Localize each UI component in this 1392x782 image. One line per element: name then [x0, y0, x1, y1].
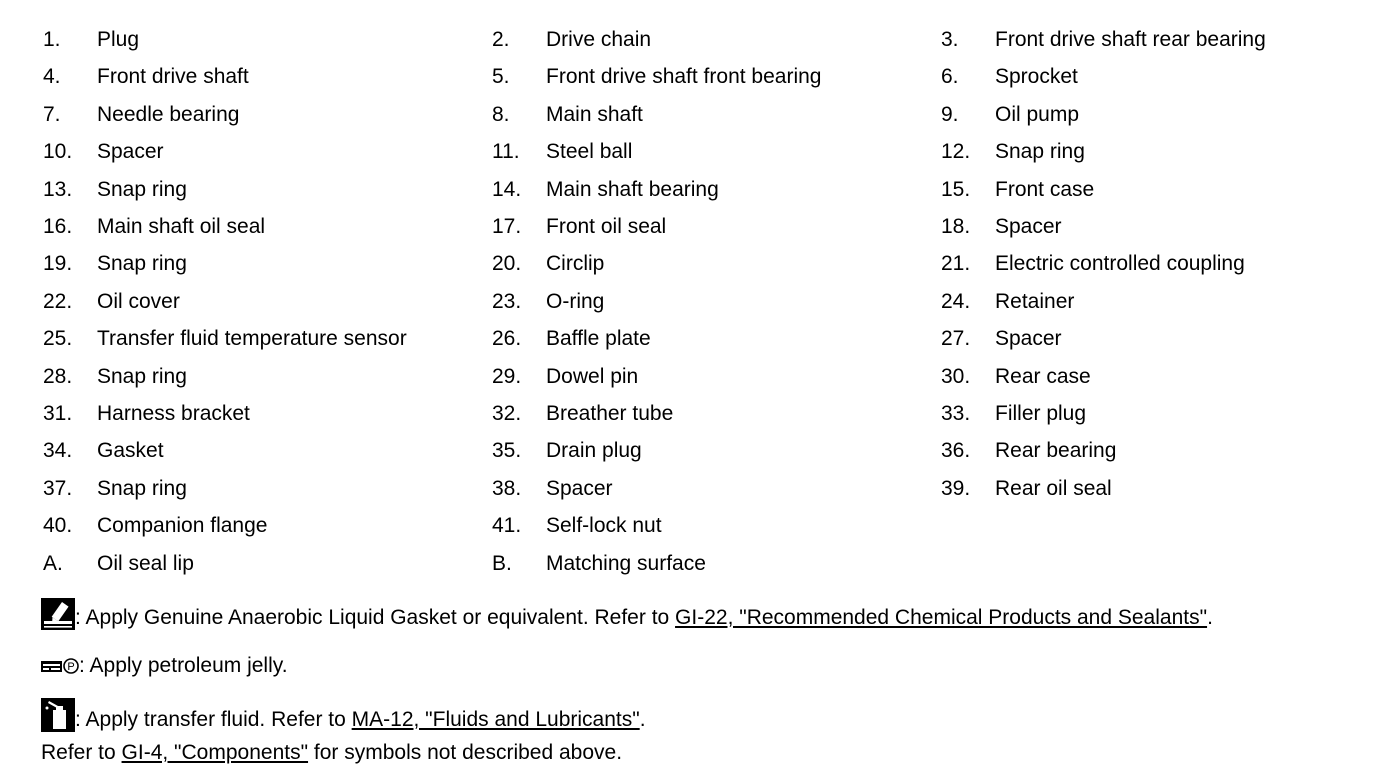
part-number: 21. — [941, 252, 971, 276]
part-name: Gasket — [97, 439, 164, 463]
part-name: Plug — [97, 28, 140, 51]
symbols-reference-text: for symbols not described above. — [308, 741, 623, 764]
part-name: Sprocket — [995, 65, 1078, 89]
part-number: 18. — [941, 215, 971, 238]
part-number: 27. — [941, 327, 971, 351]
sealant-symbol-icon — [41, 598, 75, 630]
part-number: 1. — [43, 28, 61, 51]
part-number: 6. — [941, 65, 959, 89]
sealant-reference-link[interactable]: GI-22, "Recommended Chemical Products and Sealants" — [675, 606, 1208, 629]
part-number: 10. — [43, 140, 73, 164]
transfer-fluid-reference-link[interactable]: MA-12, "Fluids and Lubricants" — [351, 708, 640, 731]
parts-row — [0, 252, 1392, 289]
parts-row — [0, 365, 1392, 402]
part-number: 3. — [941, 28, 959, 51]
part-number: 4. — [43, 65, 61, 89]
part-name: Front oil seal — [546, 215, 667, 238]
part-name: Front drive shaft rear bearing — [995, 28, 1266, 51]
symbols-reference-note — [41, 741, 622, 765]
part-name: Rear case — [995, 364, 1091, 388]
petroleum-jelly-note-text: : Apply petroleum jelly. — [79, 654, 288, 677]
parts-row — [0, 178, 1392, 215]
parts-row — [0, 215, 1392, 252]
part-number: A. — [43, 551, 63, 575]
part-name: Oil pump — [995, 102, 1080, 126]
part-number: 12. — [941, 140, 971, 164]
sealant-note-text: : Apply Genuine Anaerobic Liquid Gasket or equivalent. Refer to — [75, 606, 676, 629]
part-number: 30. — [941, 364, 971, 388]
part-name: Circlip — [546, 252, 605, 276]
part-number: 13. — [43, 177, 73, 201]
parts-row — [0, 28, 1392, 65]
parts-row — [0, 439, 1392, 476]
part-number: 24. — [941, 289, 971, 313]
part-number: 32. — [492, 402, 522, 425]
part-name: Snap ring — [97, 177, 187, 201]
part-name: Needle bearing — [97, 102, 240, 126]
petroleum-jelly-symbol-icon — [41, 656, 79, 676]
part-name: Baffle plate — [546, 327, 651, 351]
part-number: 8. — [492, 102, 510, 126]
transfer-fluid-symbol-icon — [41, 698, 75, 732]
part-name: Snap ring — [995, 140, 1085, 164]
sealant-note-suffix: . — [1207, 606, 1213, 629]
part-number: 17. — [492, 215, 522, 238]
part-name: Self-lock nut — [546, 514, 662, 538]
transfer-fluid-note — [41, 698, 646, 732]
part-number: 39. — [941, 476, 971, 500]
part-number: 16. — [43, 215, 73, 238]
parts-row — [0, 140, 1392, 177]
part-name: Main shaft — [546, 102, 643, 126]
part-name: Oil cover — [97, 289, 180, 313]
part-number: 14. — [492, 177, 522, 201]
part-name: Dowel pin — [546, 364, 639, 388]
part-number: 41. — [492, 514, 522, 538]
part-number: 5. — [492, 65, 510, 89]
part-name: Transfer fluid temperature sensor — [97, 327, 407, 351]
part-number: 11. — [492, 140, 520, 164]
part-number: 22. — [43, 289, 73, 313]
part-number: 36. — [941, 439, 971, 463]
part-number: 34. — [43, 439, 73, 463]
part-name: O-ring — [546, 289, 605, 313]
part-name: Matching surface — [546, 551, 706, 575]
part-name: Drive chain — [546, 28, 652, 51]
part-number: 29. — [492, 364, 522, 388]
part-name: Drain plug — [546, 439, 642, 463]
part-name: Main shaft bearing — [546, 177, 719, 201]
part-name: Retainer — [995, 289, 1075, 313]
petroleum-jelly-note — [41, 654, 288, 678]
part-number: 26. — [492, 327, 522, 351]
part-name: Steel ball — [546, 140, 633, 164]
part-name: Spacer — [546, 476, 613, 500]
part-number: 2. — [492, 28, 510, 51]
parts-row — [0, 552, 1392, 589]
part-name: Filler plug — [995, 402, 1087, 425]
part-number: 40. — [43, 514, 73, 538]
part-name: Rear oil seal — [995, 476, 1112, 500]
part-number: 23. — [492, 289, 522, 313]
part-number: 33. — [941, 402, 971, 425]
parts-row — [0, 477, 1392, 514]
part-number: 35. — [492, 439, 522, 463]
parts-row — [0, 514, 1392, 551]
part-number: 31. — [43, 402, 73, 425]
part-number: 15. — [941, 177, 971, 201]
sealant-note — [41, 598, 1213, 630]
part-name: Spacer — [995, 215, 1062, 238]
parts-row — [0, 103, 1392, 140]
part-name: Breather tube — [546, 402, 674, 425]
part-name: Oil seal lip — [97, 551, 194, 575]
part-number: 25. — [43, 327, 73, 351]
part-number: 19. — [43, 252, 73, 276]
part-name: Rear bearing — [995, 439, 1117, 463]
part-name: Snap ring — [97, 364, 187, 388]
svg-text:P: P — [67, 661, 75, 674]
part-name: Companion flange — [97, 514, 268, 538]
parts-row — [0, 402, 1392, 439]
part-name: Snap ring — [97, 476, 187, 500]
components-reference-link[interactable]: GI-4, "Components" — [121, 741, 309, 764]
parts-row — [0, 290, 1392, 327]
part-number: 37. — [43, 476, 73, 500]
part-name: Front drive shaft — [97, 65, 249, 89]
part-number: 9. — [941, 102, 959, 126]
transfer-fluid-note-suffix: . — [639, 708, 646, 731]
part-number: 7. — [43, 102, 61, 126]
part-number: 38. — [492, 476, 522, 500]
part-number: 20. — [492, 252, 522, 276]
parts-row — [0, 327, 1392, 364]
part-name: Snap ring — [97, 252, 187, 276]
part-name: Electric controlled coupling — [995, 252, 1245, 276]
symbols-reference-prefix: Refer to — [41, 741, 122, 764]
part-name: Front drive shaft front bearing — [546, 65, 822, 89]
part-name: Main shaft oil seal — [97, 215, 266, 238]
part-name: Front case — [995, 177, 1095, 201]
part-name: Harness bracket — [97, 402, 250, 425]
part-number: B. — [492, 551, 512, 575]
part-name: Spacer — [97, 140, 164, 164]
transfer-fluid-note-text: : Apply transfer fluid. Refer to — [75, 708, 352, 731]
part-number: 28. — [43, 364, 73, 388]
parts-row — [0, 65, 1392, 102]
part-name: Spacer — [995, 327, 1062, 351]
